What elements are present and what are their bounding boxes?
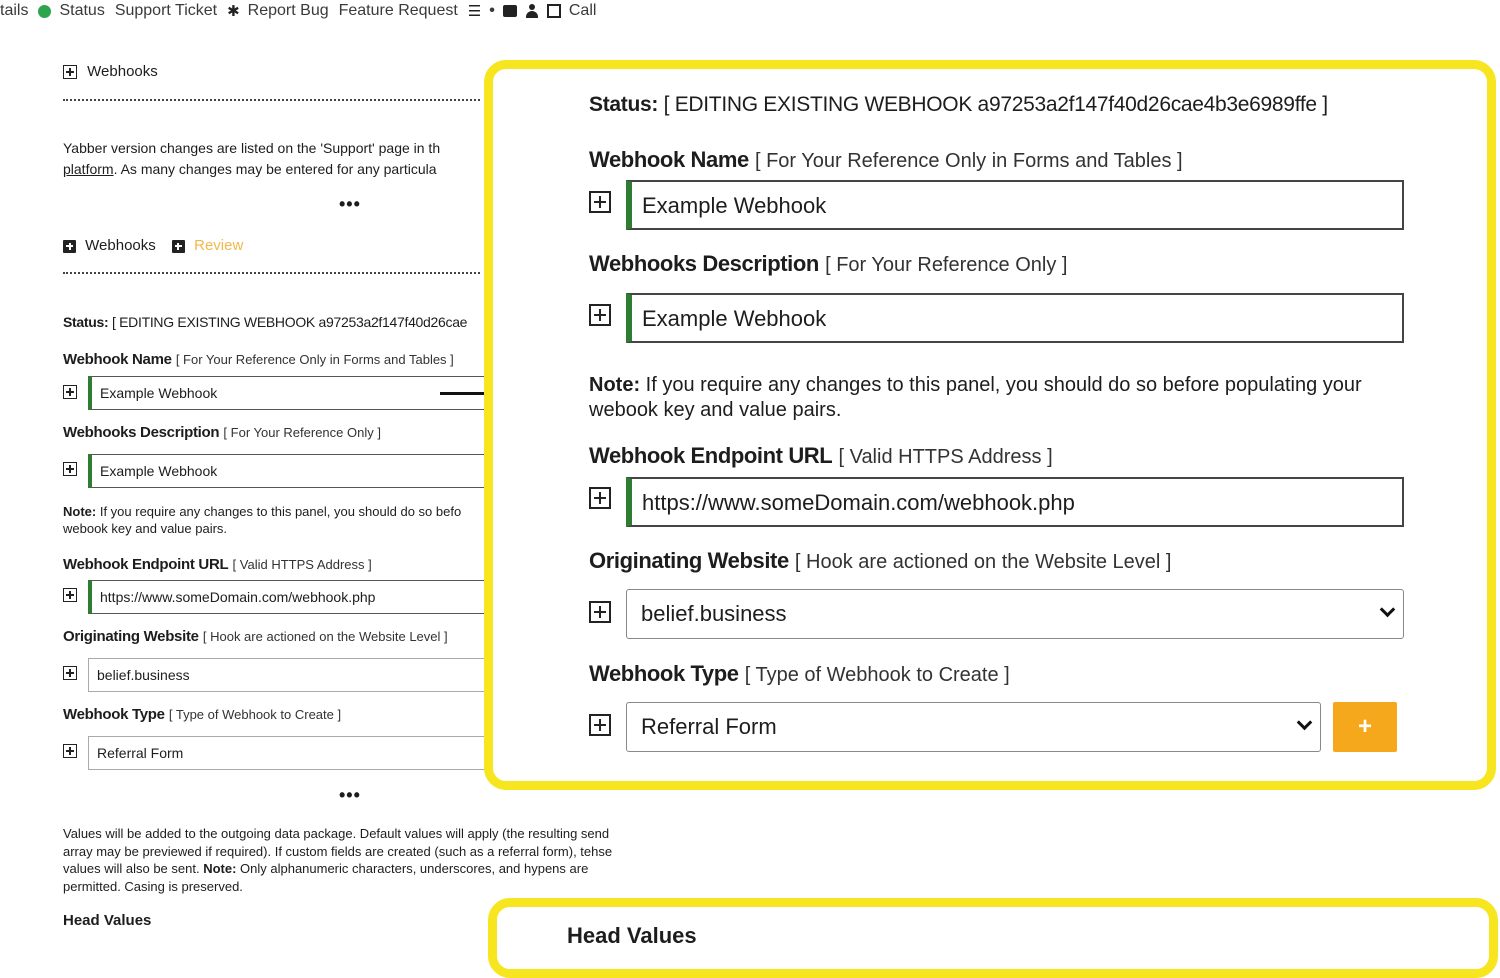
type-label-row: [63, 706, 341, 723]
status-value: [ EDITING EXISTING WEBHOOK a97253a2f147f40d26cae: [111, 314, 468, 330]
zoom-site-value: belief.business: [641, 601, 787, 626]
name-label-row: [63, 351, 454, 368]
url-input[interactable]: https://www.someDomain.com/webhook.php: [88, 580, 488, 614]
left-page: [0, 0, 480, 935]
nav-partial-tab[interactable]: tails: [0, 2, 29, 19]
chevron-down-icon[interactable]: [1380, 602, 1396, 618]
type-select[interactable]: Referral Form: [88, 736, 488, 770]
zoom-head-values-heading: Head Values: [567, 923, 697, 948]
nav-feature-request[interactable]: Feature Request: [338, 2, 458, 19]
zoom-name-input[interactable]: Example Webhook: [626, 180, 1404, 230]
zoom-note: [589, 373, 1389, 423]
zoom-type-label: Webhook Type: [589, 661, 739, 686]
type-hint: [ Type of Webhook to Create ]: [168, 707, 342, 722]
zoom-note-label: Note:: [589, 374, 641, 396]
zoom-name-label: Webhook Name: [589, 147, 749, 172]
left-note: [63, 503, 483, 537]
values-note-label: Note:: [203, 861, 237, 876]
values-description: [63, 825, 628, 895]
ellipsis-toggle[interactable]: •••: [339, 194, 361, 214]
plus-box-icon[interactable]: [589, 304, 611, 326]
zoom-status: [589, 93, 1328, 117]
plus-box-icon[interactable]: [63, 385, 77, 399]
zoomed-form-panel: [484, 60, 1496, 790]
zoom-desc-label-row: [589, 251, 1067, 277]
status-label: Status:: [63, 314, 109, 330]
site-label-row: [63, 628, 448, 645]
webhooks-heading[interactable]: [63, 63, 158, 80]
plus-box-icon[interactable]: [589, 191, 611, 213]
zoom-site-label-row: [589, 548, 1171, 574]
zoom-name-label-row: [589, 147, 1183, 173]
bug-icon: ✱: [227, 3, 240, 20]
zoom-url-label: Webhook Endpoint URL: [589, 443, 833, 468]
desc-hint: [ For Your Reference Only ]: [223, 425, 381, 440]
values-text-2: Only alphanumeric characters, underscores, and hypens are permitted. Casing is preserved.: [63, 861, 589, 894]
plus-box-icon[interactable]: [589, 714, 611, 736]
separator-dot: •: [489, 2, 495, 19]
zoom-site-hint: [ Hook are actioned on the Website Level ]: [794, 551, 1172, 573]
list-icon[interactable]: ☰: [467, 3, 482, 20]
note-label: Note:: [63, 504, 97, 519]
desc-input[interactable]: Example Webhook: [88, 454, 488, 488]
ellipsis-toggle[interactable]: •••: [339, 785, 361, 805]
webhooks-heading-label: Webhooks: [87, 63, 158, 80]
zoom-site-select[interactable]: [626, 589, 1404, 639]
values-text-1: Values will be added to the outgoing data package. Default values will apply (the resulting send array may be previewed if required). If custom fields are created (such as a referral form), tehse values will also be sent.: [63, 826, 613, 876]
nav-status[interactable]: Status: [59, 2, 105, 19]
tab-webhooks[interactable]: Webhooks: [85, 237, 156, 254]
site-label: Originating Website: [63, 628, 199, 645]
nav-call[interactable]: Call: [568, 2, 597, 19]
zoom-desc-hint: [ For Your Reference Only ]: [825, 254, 1068, 276]
plus-box-icon[interactable]: [63, 588, 77, 602]
left-status: [63, 314, 467, 330]
left-tabs: [63, 237, 243, 254]
plus-box-icon[interactable]: [589, 487, 611, 509]
site-select[interactable]: belief.business: [88, 658, 488, 692]
tab-review[interactable]: Review: [194, 237, 244, 254]
zoom-url-input[interactable]: https://www.someDomain.com/webhook.php: [626, 477, 1404, 527]
note-line-2: webook key and value pairs.: [63, 521, 228, 536]
plus-box-icon[interactable]: [63, 744, 77, 758]
url-label: Webhook Endpoint URL: [63, 556, 229, 573]
zoom-type-hint: [ Type of Webhook to Create ]: [744, 664, 1010, 686]
divider: [63, 99, 480, 101]
zoom-type-label-row: [589, 661, 1010, 687]
type-label: Webhook Type: [63, 706, 165, 723]
url-hint: [ Valid HTTPS Address ]: [232, 557, 372, 572]
zoom-type-value: Referral Form: [641, 714, 777, 739]
plus-box-icon[interactable]: [589, 601, 611, 623]
name-input[interactable]: Example Webhook: [88, 376, 488, 410]
zoom-status-label: Status:: [589, 93, 659, 116]
note-line-1: If you require any changes to this panel, you should do so befo: [96, 504, 462, 519]
name-label: Webhook Name: [63, 351, 172, 368]
zoom-status-value: [ EDITING EXISTING WEBHOOK a97253a2f147f40d26cae4b3e6989ffe ]: [663, 93, 1328, 116]
nav-support-ticket[interactable]: Support Ticket: [114, 2, 218, 19]
zoom-type-select[interactable]: [626, 702, 1321, 752]
chat-icon[interactable]: [503, 5, 517, 17]
zoom-name-hint: [ For Your Reference Only in Forms and Tables ]: [754, 150, 1183, 172]
desc-label-row: [63, 424, 381, 441]
add-webhook-type-button[interactable]: +: [1333, 702, 1397, 752]
intro-line-1: Yabber version changes are listed on the 'Support' page in th: [63, 140, 441, 156]
zoom-site-label: Originating Website: [589, 548, 789, 573]
site-hint: [ Hook are actioned on the Website Level ]: [202, 629, 448, 644]
plus-box-icon[interactable]: [63, 462, 77, 476]
zoom-url-hint: [ Valid HTTPS Address ]: [838, 446, 1053, 468]
plus-square-icon[interactable]: [172, 240, 185, 253]
zoom-desc-label: Webhooks Description: [589, 251, 819, 276]
zoom-note-text: If you require any changes to this panel, you should do so before populating your webook key and value pairs.: [589, 374, 1362, 421]
divider: [63, 272, 480, 274]
url-label-row: [63, 556, 372, 573]
desc-label: Webhooks Description: [63, 424, 220, 441]
plus-box-icon[interactable]: [63, 666, 77, 680]
platform-link[interactable]: platform: [63, 161, 114, 177]
zoomed-head-values-panel: [488, 898, 1498, 978]
expand-icon[interactable]: [63, 65, 77, 79]
phone-icon[interactable]: [547, 4, 561, 18]
head-values-heading: Head Values: [63, 912, 152, 929]
name-hint: [ For Your Reference Only in Forms and Tables ]: [175, 352, 454, 367]
zoom-url-label-row: [589, 443, 1053, 469]
intro-line-2-rest: . As many changes may be entered for any particula: [113, 161, 437, 177]
chevron-down-icon[interactable]: [1297, 715, 1313, 731]
plus-square-icon[interactable]: [63, 240, 76, 253]
zoom-desc-input[interactable]: Example Webhook: [626, 293, 1404, 343]
intro-line-2: [63, 161, 437, 177]
person-icon[interactable]: [525, 4, 539, 18]
nav-report-bug[interactable]: Report Bug: [247, 2, 329, 19]
